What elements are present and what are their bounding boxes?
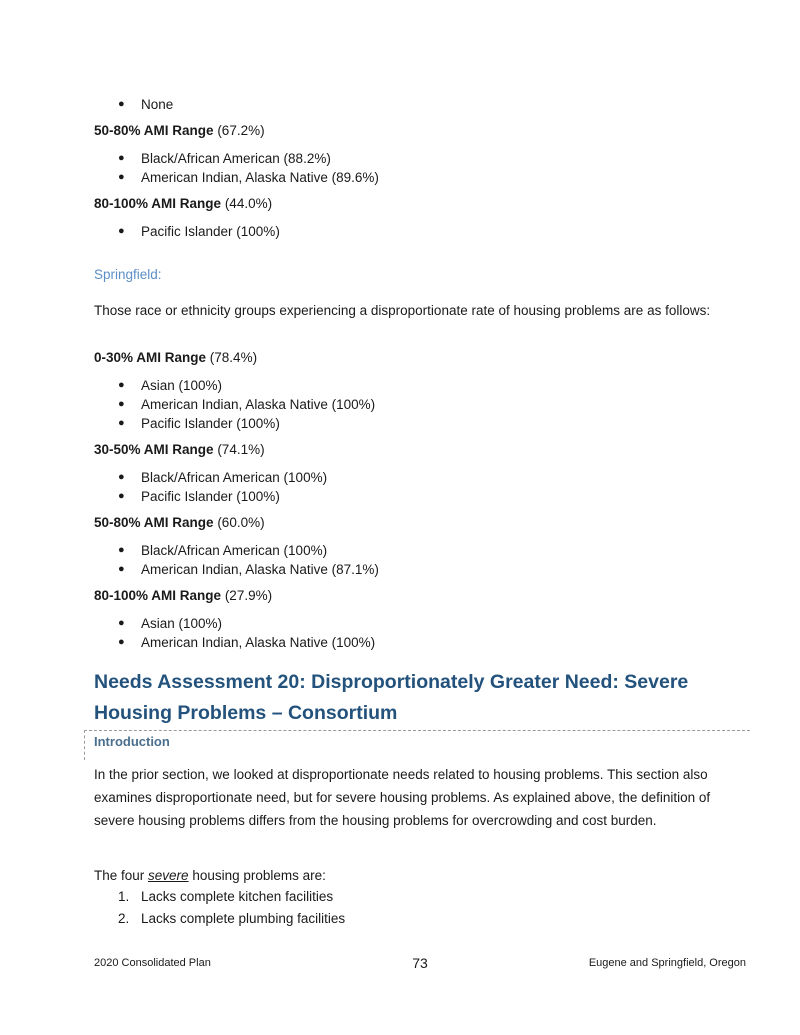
introduction-label: Introduction bbox=[94, 734, 170, 749]
list-item: ● American Indian, Alaska Native (100%) bbox=[118, 635, 376, 650]
list-item: ● American Indian, Alaska Native (100%) bbox=[118, 397, 376, 412]
bullet-list bbox=[118, 468, 327, 506]
footer-right: Eugene and Springfield, Oregon bbox=[588, 957, 746, 969]
list-item: ● Pacific Islander (100%) bbox=[118, 416, 280, 431]
bullet-list bbox=[118, 376, 375, 433]
range-heading: 50-80% AMI Range (67.2%) bbox=[94, 123, 265, 138]
footer-left: 2020 Consolidated Plan bbox=[94, 957, 211, 969]
bullet-icon: ● bbox=[118, 617, 125, 629]
range-heading: 80-100% AMI Range (44.0%) bbox=[94, 196, 273, 211]
bullet-icon: ● bbox=[118, 98, 125, 110]
section-divider-left bbox=[84, 730, 85, 760]
range-heading: 50-80% AMI Range (60.0%) bbox=[94, 515, 265, 530]
bullet-list bbox=[118, 149, 379, 187]
list-item: ● None bbox=[118, 97, 174, 112]
four-problems-lead: The four severe housing problems are: bbox=[94, 868, 326, 883]
bullet-icon: ● bbox=[118, 417, 125, 429]
springfield-subheading: Springfield: bbox=[94, 267, 162, 282]
bullet-icon: ● bbox=[118, 471, 125, 483]
springfield-intro: Those race or ethnicity groups experiencing a disproportionate rate of housing problems are as follows: bbox=[94, 303, 711, 318]
bullet-list bbox=[118, 614, 375, 652]
bullet-list bbox=[118, 222, 280, 241]
bullet-list bbox=[118, 541, 379, 579]
list-item: ● American Indian, Alaska Native (89.6%) bbox=[118, 170, 379, 185]
list-item: ● Pacific Islander (100%) bbox=[118, 224, 280, 239]
numbered-list bbox=[118, 886, 345, 930]
list-item: ● Asian (100%) bbox=[118, 616, 223, 631]
list-item: ● Pacific Islander (100%) bbox=[118, 489, 280, 504]
bullet-icon: ● bbox=[118, 398, 125, 410]
bullet-icon: ● bbox=[118, 152, 125, 164]
bullet-icon: ● bbox=[118, 171, 125, 183]
range-heading: 80-100% AMI Range (27.9%) bbox=[94, 588, 273, 603]
section-divider bbox=[84, 730, 750, 731]
range-heading: 30-50% AMI Range (74.1%) bbox=[94, 442, 265, 457]
section-heading: Needs Assessment 20: Disproportionately Greater Need: Severe Housing Problems – Consortium bbox=[94, 671, 689, 724]
bullet-icon: ● bbox=[118, 563, 125, 575]
list-item: ● Black/African American (100%) bbox=[118, 470, 328, 485]
bullet-icon: ● bbox=[118, 544, 125, 556]
bullet-icon: ● bbox=[118, 225, 125, 237]
bullet-icon: ● bbox=[118, 636, 125, 648]
range-heading: 0-30% AMI Range (78.4%) bbox=[94, 350, 258, 365]
page-number: 73 bbox=[412, 955, 428, 971]
list-item: 1. Lacks complete kitchen facilities bbox=[118, 889, 334, 904]
list-item: ● Black/African American (88.2%) bbox=[118, 151, 331, 166]
intro-paragraph: In the prior section, we looked at disproportionate needs related to housing problems. This section also examines disproportionate need, but for severe housing problems. As explained above, the definition of severe housing problems differs from the housing problems for overcrowding and cost burden. bbox=[94, 767, 711, 828]
list-item: ● Black/African American (100%) bbox=[118, 543, 328, 558]
bullet-icon: ● bbox=[118, 379, 125, 391]
top-bullet-list bbox=[118, 95, 173, 114]
list-item: ● Asian (100%) bbox=[118, 378, 223, 393]
list-item: 2. Lacks complete plumbing facilities bbox=[118, 911, 346, 926]
bullet-icon: ● bbox=[118, 490, 125, 502]
list-item: ● American Indian, Alaska Native (87.1%) bbox=[118, 562, 379, 577]
